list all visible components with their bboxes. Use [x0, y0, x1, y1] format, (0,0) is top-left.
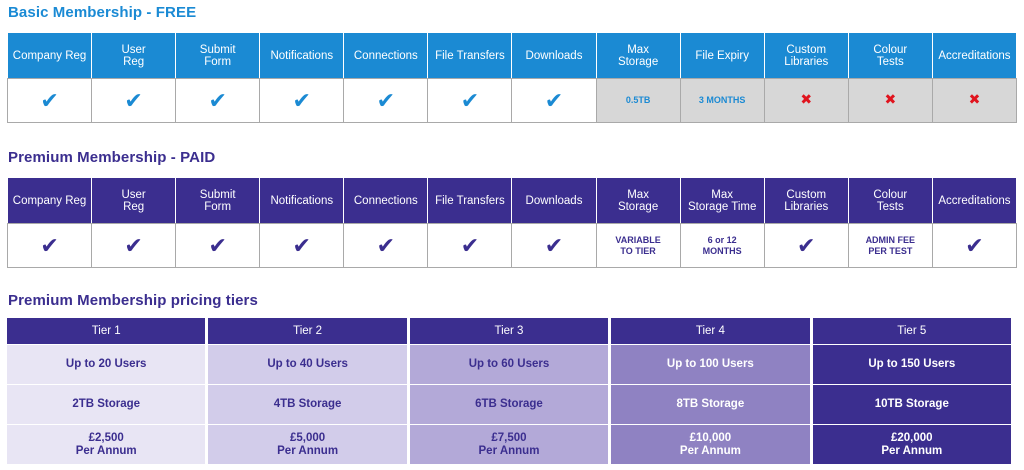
check-icon: ✔ — [376, 232, 396, 258]
premium-cell-accreditations — [932, 224, 1016, 268]
premium-header-accreditations: Accreditations — [932, 178, 1016, 224]
premium-cell-user-reg — [92, 224, 176, 268]
basic-cell-connections — [344, 79, 428, 123]
tier-1-users: Up to 20 Users — [7, 344, 205, 384]
tier-2-header: Tier 2 — [208, 318, 406, 344]
cross-icon: ✖ — [968, 91, 981, 107]
basic-header-notifications: Notifications — [260, 33, 344, 79]
tier-4-users: Up to 100 Users — [611, 344, 809, 384]
premium-header-user-reg: User Reg — [92, 178, 176, 224]
premium-header-company-reg: Company Reg — [8, 178, 92, 224]
check-icon: ✔ — [797, 232, 816, 258]
tier-1-storage: 2TB Storage — [7, 384, 205, 424]
basic-cell-downloads — [512, 79, 596, 123]
basic-header-submit-form: Submit Form — [176, 33, 260, 79]
premium-cell-connections — [344, 224, 428, 268]
check-icon: ✔ — [292, 232, 311, 258]
basic-cell-file-expiry: 3 MONTHS — [680, 79, 764, 123]
premium-header-custom-libraries: Custom Libraries — [764, 178, 848, 224]
premium-header-max-storage: Max Storage — [596, 178, 680, 224]
tier-2-users: Up to 40 Users — [208, 344, 406, 384]
check-icon: ✔ — [460, 232, 480, 258]
basic-features-table — [7, 32, 1017, 123]
tier-5-storage: 10TB Storage — [813, 384, 1011, 424]
premium-features-table — [7, 177, 1017, 268]
check-icon: ✔ — [376, 87, 396, 113]
tier-1-header: Tier 1 — [7, 318, 205, 344]
premium-header-downloads: Downloads — [512, 178, 596, 224]
basic-cell-colour-tests — [848, 79, 932, 123]
basic-header-custom-libraries: Custom Libraries — [764, 33, 848, 79]
premium-cell-custom-libraries — [764, 224, 848, 268]
premium-header-max-storage-time: Max Storage Time — [680, 178, 764, 224]
pricing-tiers-table — [4, 318, 1014, 464]
premium-header-colour-tests: Colour Tests — [848, 178, 932, 224]
basic-cell-accreditations — [932, 79, 1016, 123]
basic-header-max-storage: Max Storage — [596, 33, 680, 79]
basic-membership-title: Basic Membership - FREE — [8, 4, 197, 21]
basic-cell-custom-libraries — [764, 79, 848, 123]
tier-5-users: Up to 150 Users — [813, 344, 1011, 384]
check-icon: ✔ — [124, 87, 143, 113]
premium-header-submit-form: Submit Form — [176, 178, 260, 224]
premium-cell-max-storage-time: 6 or 12 MONTHS — [680, 224, 764, 268]
premium-cell-file-transfers — [428, 224, 512, 268]
basic-cell-max-storage: 0.5TB — [596, 79, 680, 123]
premium-header-notifications: Notifications — [260, 178, 344, 224]
basic-header-colour-tests: Colour Tests — [848, 33, 932, 79]
tier-4-storage: 8TB Storage — [611, 384, 809, 424]
pricing-tiers-title: Premium Membership pricing tiers — [8, 292, 258, 309]
basic-header-file-expiry: File Expiry — [680, 33, 764, 79]
tier-3-header: Tier 3 — [410, 318, 608, 344]
premium-cell-company-reg — [8, 224, 92, 268]
check-icon: ✔ — [544, 232, 564, 258]
premium-cell-downloads — [512, 224, 596, 268]
basic-cell-submit-form — [176, 79, 260, 123]
tier-4-price: £10,000 Per Annum — [611, 424, 809, 464]
premium-header-file-transfers: File Transfers — [428, 178, 512, 224]
tier-3-users: Up to 60 Users — [410, 344, 608, 384]
basic-header-row — [8, 33, 1017, 79]
premium-values-row — [8, 224, 1017, 268]
check-icon: ✔ — [208, 232, 227, 258]
tiers-storage-row — [7, 384, 1011, 424]
check-icon: ✔ — [460, 87, 480, 113]
premium-cell-submit-form — [176, 224, 260, 268]
basic-header-company-reg: Company Reg — [8, 33, 92, 79]
premium-header-row — [8, 178, 1017, 224]
check-icon: ✔ — [965, 232, 984, 258]
tier-4-header: Tier 4 — [611, 318, 809, 344]
check-icon: ✔ — [544, 87, 564, 113]
tier-5-header: Tier 5 — [813, 318, 1011, 344]
tier-1-price: £2,500 Per Annum — [7, 424, 205, 464]
tiers-header-row — [7, 318, 1011, 344]
tiers-price-row — [7, 424, 1011, 464]
basic-values-row — [8, 79, 1017, 123]
basic-header-file-transfers: File Transfers — [428, 33, 512, 79]
tier-2-price: £5,000 Per Annum — [208, 424, 406, 464]
check-icon: ✔ — [208, 87, 227, 113]
cross-icon: ✖ — [884, 91, 897, 107]
premium-cell-max-storage: VARIABLE TO TIER — [596, 224, 680, 268]
premium-cell-notifications — [260, 224, 344, 268]
tier-5-price: £20,000 Per Annum — [813, 424, 1011, 464]
tiers-users-row — [7, 344, 1011, 384]
tier-3-price: £7,500 Per Annum — [410, 424, 608, 464]
check-icon: ✔ — [40, 87, 59, 113]
tier-2-storage: 4TB Storage — [208, 384, 406, 424]
cross-icon: ✖ — [800, 91, 813, 107]
basic-header-downloads: Downloads — [512, 33, 596, 79]
basic-header-connections: Connections — [344, 33, 428, 79]
check-icon: ✔ — [40, 232, 59, 258]
premium-header-connections: Connections — [344, 178, 428, 224]
check-icon: ✔ — [292, 87, 311, 113]
basic-cell-company-reg — [8, 79, 92, 123]
premium-cell-colour-tests: ADMIN FEE PER TEST — [848, 224, 932, 268]
basic-cell-user-reg — [92, 79, 176, 123]
premium-membership-title: Premium Membership - PAID — [8, 149, 216, 166]
check-icon: ✔ — [124, 232, 143, 258]
basic-header-accreditations: Accreditations — [932, 33, 1016, 79]
tier-3-storage: 6TB Storage — [410, 384, 608, 424]
basic-cell-notifications — [260, 79, 344, 123]
basic-header-user-reg: User Reg — [92, 33, 176, 79]
basic-cell-file-transfers — [428, 79, 512, 123]
